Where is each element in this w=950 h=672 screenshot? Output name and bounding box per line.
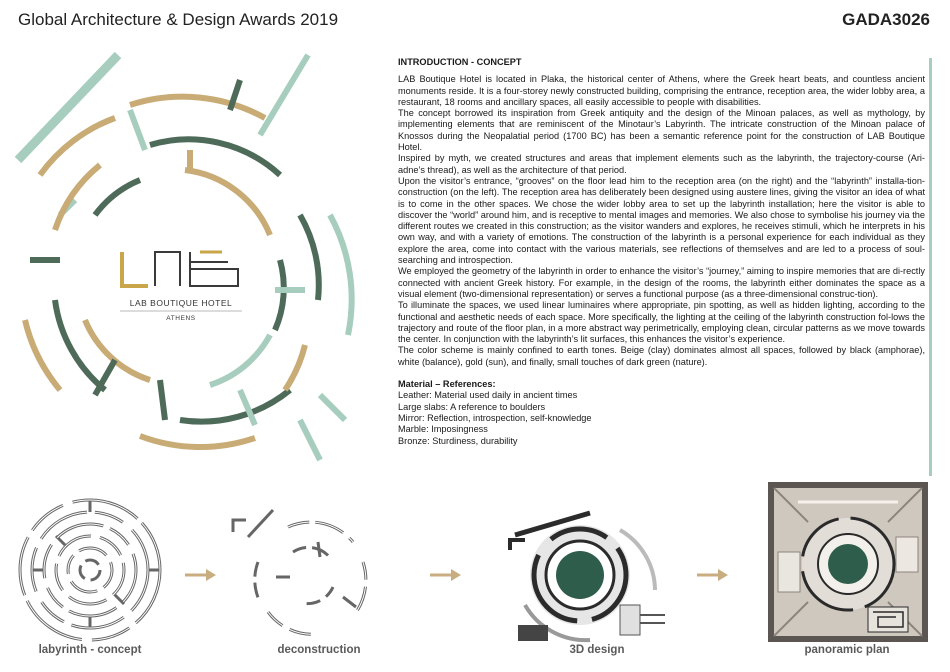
materials-item: Mirror: Reflection, introspection, self-knowledge (398, 412, 592, 423)
intro-paragraph: Inspired by myth, we created structures and areas that implement elements such as the labyrinth, the trajectory-course (Ari-adne’s thread), as well as the architecture of that period. (398, 153, 925, 175)
materials-section (398, 379, 925, 447)
materials-item: Large slabs: A reference to boulders (398, 401, 546, 412)
header-title: Global Architecture & Design Awards 2019 (18, 10, 339, 29)
caption-labyrinth-concept: labyrinth - concept (38, 644, 142, 656)
intro-paragraph: LAB Boutique Hotel is located in Plaka, the historical center of Athens, where the Greek heart beats, and countless ancient monuments reside. It is a four-storey newly constructed building, comprising the entrance, reception area, the wider lobby area, a restaurant, 18 rooms and ancillary spaces, all easily accessible to people with disabilities. (398, 74, 925, 107)
materials-item: Marble: Imposingness (398, 424, 488, 435)
arrow-right-icon (697, 568, 729, 582)
labyrinth-concept-image (15, 495, 165, 645)
intro-paragraph: The concept borrowed its inspiration from Greek antiquity and the design of the Minoan palaces, as well as mythology, by implementing elements that are reminiscent of the Minotaur’s Labyrinth. The intricate construction of the Minoan palace of Knossos during the Neopalatial period (1700 BC) has been a semantic reference point for the construction of LAB Boutique Hotel. (398, 108, 925, 153)
process-gallery (0, 480, 950, 672)
caption-panoramic-plan: panoramic plan (804, 644, 890, 656)
accent-bar (929, 58, 932, 476)
header-code: GADA3026 (842, 10, 930, 29)
intro-text-column (398, 57, 925, 447)
arrow-right-icon (430, 568, 462, 582)
materials-item: Bronze: Sturdiness, durability (398, 435, 518, 446)
3d-design-render (470, 495, 670, 645)
arrow-right-icon (185, 568, 217, 582)
intro-paragraph: The color scheme is mainly confined to earth tones. Beige (clay) dominates almost all spaces, followed by black (amphorae), white (balance), gold (sun), and finally, small touches of dark green (nature). (398, 345, 925, 367)
intro-paragraph: We employed the geometry of the labyrinth in order to enhance the visitor’s “journey,” aiming to inspire memories that are di-rectly connected with ancient Greek history. For example, in the design of the rooms, the labyrinth either dominates the space as a visual element (two-dimensional representation) or serves a functional purpose (as a three-dimensional construc-tion). (398, 266, 925, 299)
intro-paragraph: To illuminate the spaces, we used linear luminaires where appropriate, pin spotting, as well as hidden lighting, according to the functional and aesthetic needs of each space. More specifically, the lighting at the ceiling of the labyrinth construction fol-lows the trajectory and route of the floor plan, in a more abstract way perimetrically, employing clean, circular patterns as we move towards the center. In conjunction with the labyrinth’s lit surfaces, this enhances the visitor’s experience. (398, 300, 925, 345)
caption-3d-design: 3D design (569, 644, 625, 656)
intro-heading: INTRODUCTION - CONCEPT (398, 57, 522, 67)
materials-heading: Material – References: (398, 379, 496, 390)
caption-deconstruction: deconstruction (277, 644, 361, 656)
labyrinth-logo-art (0, 40, 380, 480)
panoramic-plan-render (768, 482, 928, 642)
materials-item: Leather: Material used daily in ancient times (398, 390, 578, 401)
intro-paragraph: Upon the visitor’s entrance, “grooves” on the floor lead him to the reception area (on the right) and the “labyrinth” installa-tion-construction (on the left). The reception area has deliberately been designed using austere lines, giving the visitor an idea of what is to come in the other spaces. We chose the wider lobby area to set up the labyrinth installation; here the visitor is able to discover the “world” around him, and is receptive to mental images and memories. We also chose to symbolise his journey via the different routes we created in this construction; as the visitor wanders and explores, he receives stimuli, which he interprets in his own way, and with a variety of emotions. The construction of the labyrinth is a personal experience for each individual as they explore the area, come into contact with the various materials, see reflections of themselves and are led to a process of soul-searching and introspection. (398, 175, 925, 266)
deconstruction-image (228, 502, 378, 642)
logo-city: ATHENS (166, 315, 196, 322)
logo-hotel-name: LAB BOUTIQUE HOTEL (129, 298, 233, 308)
